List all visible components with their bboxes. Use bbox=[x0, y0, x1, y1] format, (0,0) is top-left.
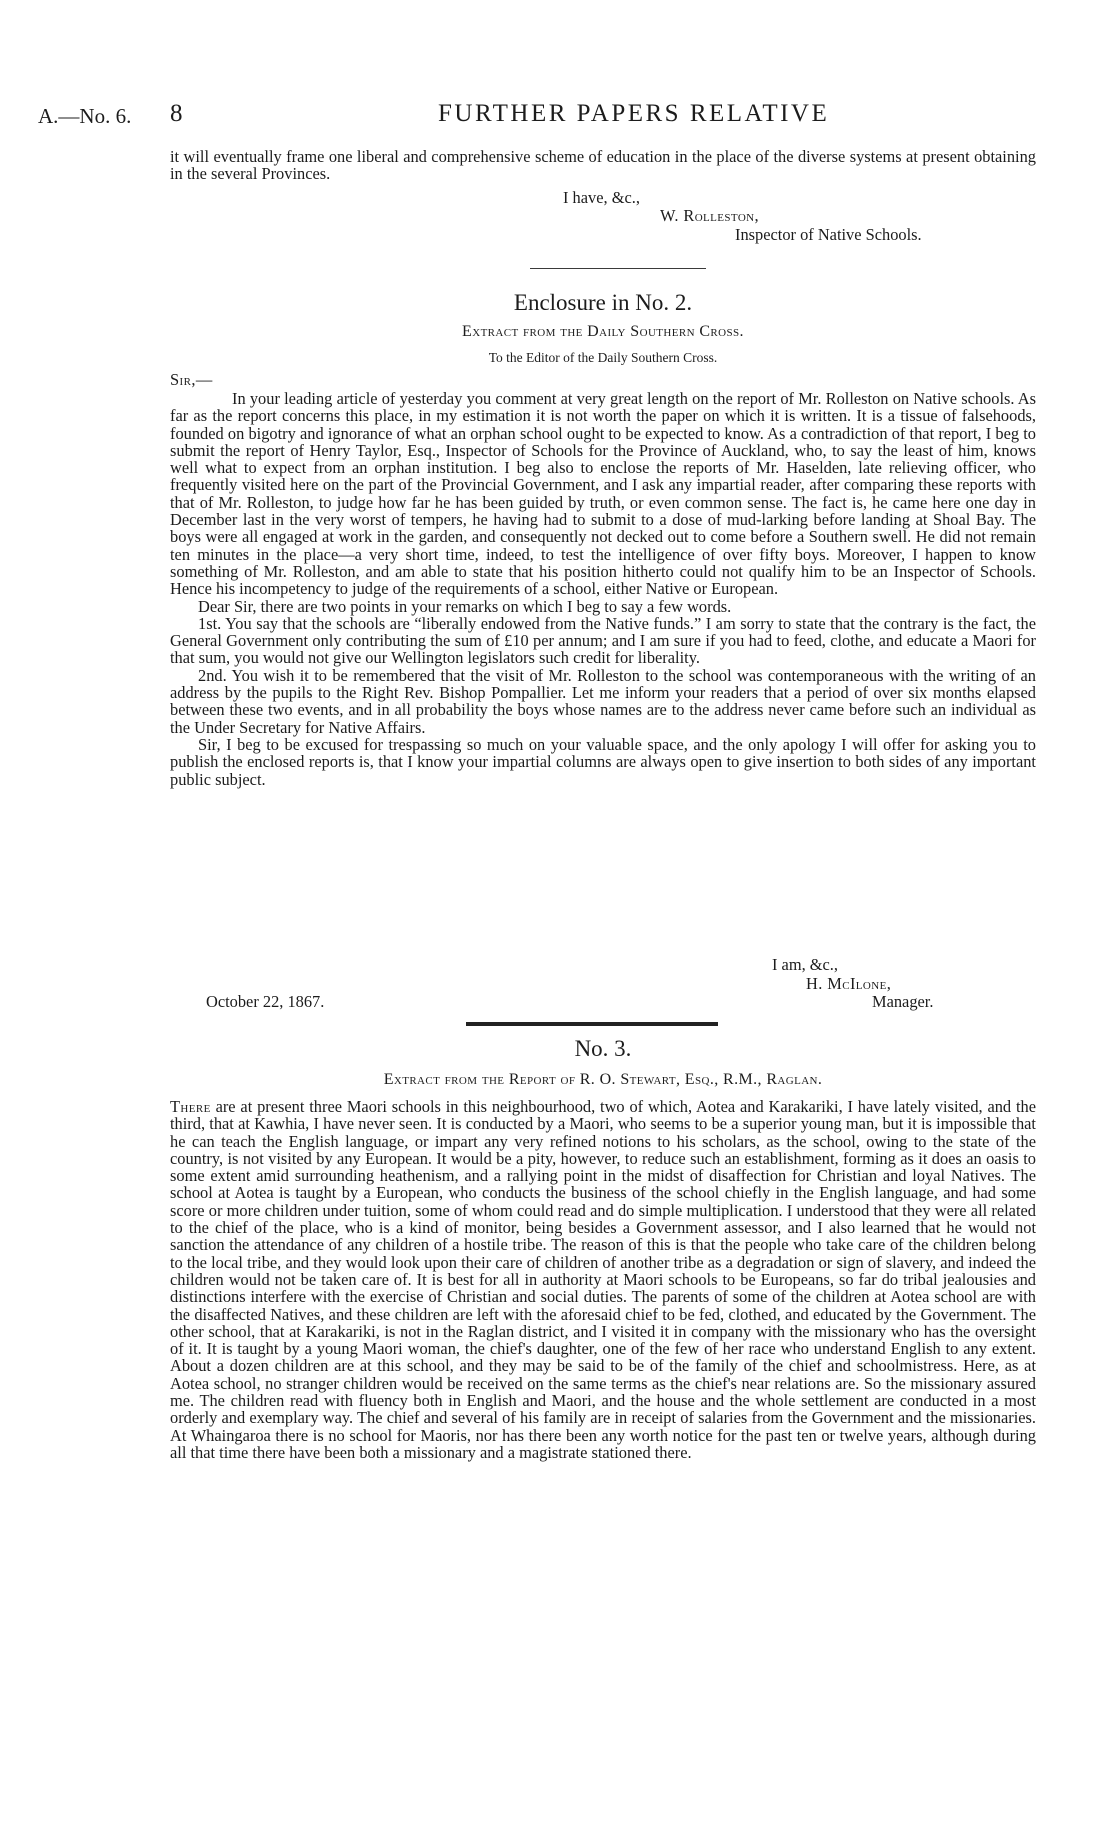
letter-paragraph: Dear Sir, there are two points in your remarks on which I beg to say a few words. bbox=[198, 596, 732, 616]
opening-position: Inspector of Native Schools. bbox=[735, 225, 922, 244]
section-divider bbox=[530, 268, 706, 269]
letter-close: I am, &c., bbox=[772, 955, 838, 974]
running-title: FURTHER PAPERS RELATIVE bbox=[438, 100, 830, 127]
letter-paragraph: 2nd. You wish it to be remembered that the visit of Mr. Rolleston to the school was contemporaneous with the writing of an address by the pupils to the Right Rev. Bishop Pompallier. Let me inform your readers that a period of over six months elapsed between these two events, and in all probability the boys whose names are to the address never came before such an individual as the Under Secretary for Native Affairs. bbox=[170, 665, 1036, 737]
opening-paragraph-block bbox=[170, 148, 1036, 183]
letter-paragraph: In your leading article of yesterday you comment at very great length on the report of Mr. Rolleston on Native schools. As far as the report concerns this place, in my estimation it is not worth the paper on which it is written. It is a tissue of falsehoods, founded on bigotry and ignorance of what an orphan school ought to be expected to know. As a contradiction of that report, I beg to submit the report of Henry Taylor, Esq., Inspector of Schools for the Province of Auckland, who, to say the least of him, knows well what to expect from an orphan institution. I beg also to enclose the reports of Mr. Haselden, late relieving officer, who frequently visited here on the part of the Provincial Government, and I ask any impartial reader, after comparing these reports with that of Mr. Rolleston, to judge how far he has been guided by truth, or even common sense. The fact is, he came here one day in December last in the very worst of tempers, he having had to submit to a dose of mud-larking before landing at Shoal Bay. The boys were all engaged at work in the garden, and consequently not decked out to come before a Southern swell. He did not remain ten minutes in the place—a very short time, indeed, to test the intelligence of over fifty boys. Moreover, I happen to know something of Mr. Rolleston, and am able to state that his position hitherto could not qualify him to be an Inspector of Schools. Hence his incompetency to judge of the requirements of a school, either Native or European. bbox=[170, 389, 1036, 599]
enclosure-extract-line: Extract from the Daily Southern Cross. bbox=[462, 323, 744, 340]
page-header bbox=[38, 98, 1078, 132]
no3-lead-word: There bbox=[170, 1097, 211, 1116]
section-divider-thick bbox=[466, 1022, 718, 1026]
page-number: 8 bbox=[170, 100, 183, 127]
letter-date: October 22, 1867. bbox=[206, 992, 325, 1011]
enclosure-addressee: To the Editor of the Daily Southern Cross. bbox=[488, 350, 718, 365]
enclosure-letter-body bbox=[170, 390, 1036, 788]
no3-extract-line: Extract from the Report of R. O. Stewart, Esq., R.M., Raglan. bbox=[383, 1071, 823, 1088]
enclosure-heading: Enclosure in No. 2. bbox=[513, 290, 693, 315]
opening-close: I have, &c., bbox=[563, 188, 640, 207]
no3-heading: No. 3. bbox=[574, 1036, 632, 1061]
no3-text: are at present three Maori schools in this neighbourhood, two of which, Aotea and Karakariki, I have lately visited, and the third, that at Kawhia, I have never seen. It is conducted by a Maori, who seems to be a superior young man, but it is impossible that he can teach the English language, or impart any very refined notions to his scholars, as the school, owing to the state of the country, is not visited by any European. It would be a pity, however, to reduce such an establishment, forming as it does an oasis to some extent amid surrounding heathenism, and a rallying point in the midst of disaffection for Christian and loyal Natives. The school at Aotea is taught by a European, who conducts the business of the school chiefly in the English language, and had some score or more children under tuition, some of whom could read and do simple multiplication. I understood that they were all related to the chief of the place, who is a kind of monitor, being besides a Government assessor, and I also learned that he would not sanction the attendance of any children of a hostile tribe. The reason of this is that the people who take care of the children belong to the local tribe, and they would look upon their care of children of another tribe as a degradation or sign of slavery, and indeed the children would not be taken care of. It is best for all in authority at Maori schools to be Europeans, so far do tribal jealousies and distinctions interfere with the exercise of Christian and social duties. The parents of some of the children at Aotea school are with the disaffected Natives, and these children are left with the aforesaid chief to be fed, clothed, and educated by the Government. The other school, that at Karakariki, is not in the Raglan district, and I visited it in company with the missionary who has the oversight of it. It is taught by a young Maori woman, the chief's daughter, one of the few of her race who understand English to any extent. About a dozen children are at this school, and they may be said to be of the family of the chief and schoolmistress. Here, as at Aotea school, no stranger children would be received on the same terms as the chief's near relations are. So the missionary assured me. The children read with fluency both in English and Maori, and the house and the whole settlement are conducted in a most orderly and exemplary way. The chief and several of his family are in receipt of salaries from the Government and the missionaries. At Whaingaroa there is no school for Maoris, nor has there been any worth notice for the past ten or twelve years, although during all that time there have been both a missionary and a magistrate stationed there. bbox=[170, 1097, 1036, 1462]
letter-position: Manager. bbox=[872, 992, 934, 1011]
opening-signature: W. Rolleston, bbox=[660, 206, 760, 225]
letter-paragraph: Sir, I beg to be excused for trespassing so much on your valuable space, and the only apology I will offer for asking you to publish the enclosed reports is, that I know your impartial columns are always open to give insertion to both sides of any important public subject. bbox=[170, 734, 1036, 789]
opening-paragraph: it will eventually frame one liberal and comprehensive scheme of education in the place of the diverse systems at present obtaining in the several Provinces. bbox=[170, 147, 1036, 184]
letter-paragraph: 1st. You say that the schools are “liberally endowed from the Native funds.” I am sorry to state that the contrary is the fact, the General Government only contributing the sum of £10 per annum; and I am sure if you had to feed, clothe, and educate a Maori for that sum, you would not give our Wellington legislators such credit for liberality. bbox=[170, 613, 1036, 668]
enclosure-salutation: Sir,— bbox=[170, 370, 213, 389]
letter-signature: H. McIlone, bbox=[806, 974, 892, 993]
no3-body bbox=[170, 1098, 1036, 1461]
no3-paragraph bbox=[170, 1098, 1036, 1461]
document-reference: A.—No. 6. bbox=[38, 104, 132, 128]
